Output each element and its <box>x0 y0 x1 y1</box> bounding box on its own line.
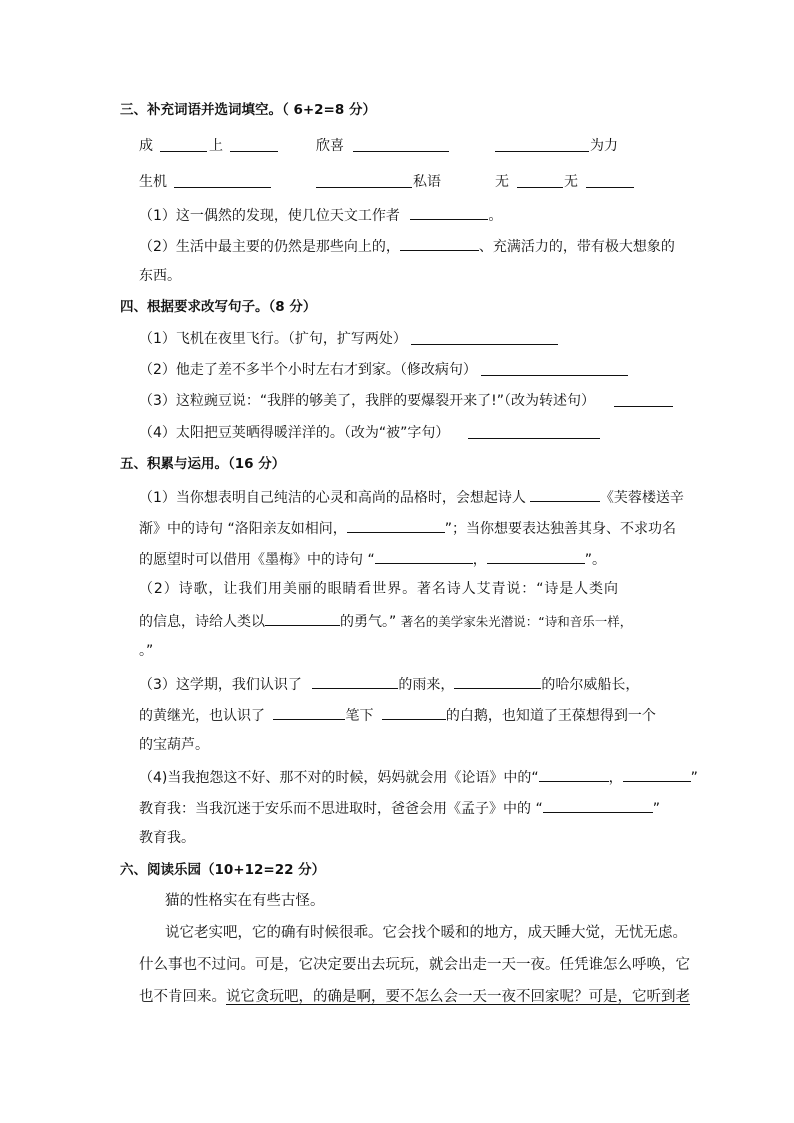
reading-paragraph-line-1: 说它老实吧，它的确有时候很乖。它会找个暖和的地方，成天睡大觉，无忧无虑。 <box>165 925 687 941</box>
blank[interactable] <box>316 173 412 188</box>
s4-question-1: （1）飞机在夜里飞行。（扩句，扩写两处） <box>139 331 407 347</box>
s4-question-4: （4）太阳把豆荚晒得暖洋洋的。（改为“被”字句） <box>139 425 450 441</box>
s4-question-2: （2）他走了差不多半个小时左右才到家。（修改病句） <box>139 362 477 378</box>
s3-question-1: （1）这一偶然的发现，使几位天文工作者 。 <box>139 205 502 225</box>
s5-question-4-line-3: 教育我。 <box>139 830 195 846</box>
s4-question-3: （3）这粒豌豆说：“我胖的够美了，我胖的要爆裂开来了!”（改为转述句） <box>139 393 596 409</box>
section-5-title: 五、积累与运用。（16 分） <box>120 456 286 472</box>
s5-question-4: （4)当我抱怨这不好、那不对的时候，妈妈就会用《论语》中的“ ， ” <box>139 767 698 787</box>
blank[interactable] <box>375 549 473 564</box>
s5-question-4-line-2: 教育我：当我沉迷于安乐而不思进取时，爸爸会用《孟子》中的 “ ” <box>139 798 660 818</box>
blank[interactable] <box>347 518 445 533</box>
word-6-prefix: 无 <box>495 174 509 190</box>
word-row-1 <box>0 137 794 157</box>
word-3-suffix: 为力 <box>590 138 618 154</box>
blank[interactable] <box>454 674 541 689</box>
s5-question-3-line-2: 的黄继光，也认识了 笔下 的白鹅，也知道了王葆想得到一个 <box>139 705 656 725</box>
word-4: 生机 <box>139 174 167 190</box>
blank[interactable] <box>495 137 589 152</box>
reading-paragraph-line-3: 也不肯回来。说它贪玩吧，的确是啊，要不怎么会一天一夜不回家呢？可是，它听到老 <box>139 989 690 1005</box>
s5-question-2: （2）诗歌，让我们用美丽的眼睛看世界。著名诗人艾青说：“诗是人类向 <box>139 581 619 597</box>
blank[interactable] <box>382 705 446 720</box>
s5-question-3: （3）这学期，我们认识了 的雨来， 的哈尔威船长， <box>139 674 639 694</box>
blank[interactable] <box>265 611 340 626</box>
blank[interactable] <box>273 705 345 720</box>
word-row-2 <box>0 173 794 193</box>
word-6-mid: 无 <box>564 174 578 190</box>
s5-question-1-line-3: 的愿望时可以借用《墨梅》中的诗句 “ ， ”。 <box>139 549 606 569</box>
reading-paragraph-line-2: 什么事也不过问。可是，它决定要出去玩玩，就会出走一天一夜。任凭谁怎么呼唤，它 <box>139 957 690 973</box>
section-3-title: 三、补充词语并选词填空。（ 6+2=8 分） <box>120 102 376 118</box>
blank[interactable] <box>623 767 691 782</box>
blank[interactable] <box>410 205 488 220</box>
s5-question-1-line-2: 渐》中的诗句 “洛阳亲友如相问， ”；当你想要表达独善其身、不求功名 <box>139 518 676 538</box>
blank[interactable] <box>543 798 653 813</box>
word-5-suffix: 私语 <box>413 174 441 190</box>
blank[interactable] <box>586 173 634 188</box>
blank[interactable] <box>160 137 207 152</box>
blank[interactable] <box>517 173 563 188</box>
blank[interactable] <box>481 361 628 376</box>
underlined-sentence: 说它贪玩吧，的确是啊，要不怎么会一天一夜不回家呢？可是，它听到老 <box>226 989 690 1005</box>
section-6-title: 六、阅读乐园（10+12=22 分） <box>120 862 326 878</box>
section-4-title: 四、根据要求改写句子。（8 分） <box>120 299 317 315</box>
blank[interactable] <box>487 549 585 564</box>
s3-question-2: （2）生活中最主要的仍然是那些向上的， 、充满活力的，带有极大想象的 <box>139 236 675 256</box>
blank[interactable] <box>411 330 558 345</box>
reading-title-line: 猫的性格实在有些古怪。 <box>165 893 325 909</box>
word-2: 欣喜 <box>316 138 344 154</box>
blank[interactable] <box>614 392 673 407</box>
blank[interactable] <box>230 137 278 152</box>
blank[interactable] <box>468 424 600 439</box>
blank[interactable] <box>530 487 600 502</box>
blank[interactable] <box>353 137 449 152</box>
blank[interactable] <box>312 674 398 689</box>
blank[interactable] <box>400 236 479 251</box>
word-1-prefix: 成 <box>139 138 153 154</box>
s5-question-1: （1）当你想表明自己纯洁的心灵和高尚的品格时，会想起诗人 《芙蓉楼送辛 <box>139 487 684 507</box>
s3-question-2-cont: 东西。 <box>139 268 181 284</box>
s5-question-2-line-3: 。” <box>139 643 154 659</box>
blank[interactable] <box>174 173 271 188</box>
blank[interactable] <box>539 767 609 782</box>
s5-question-3-line-3: 的宝葫芦。 <box>139 737 209 753</box>
word-1-mid: 上 <box>209 138 223 154</box>
s5-question-2-line-2: 的信息，诗给人类以 的勇气。” 著名的美学家朱光潜说：“诗和音乐一样， <box>139 611 632 631</box>
